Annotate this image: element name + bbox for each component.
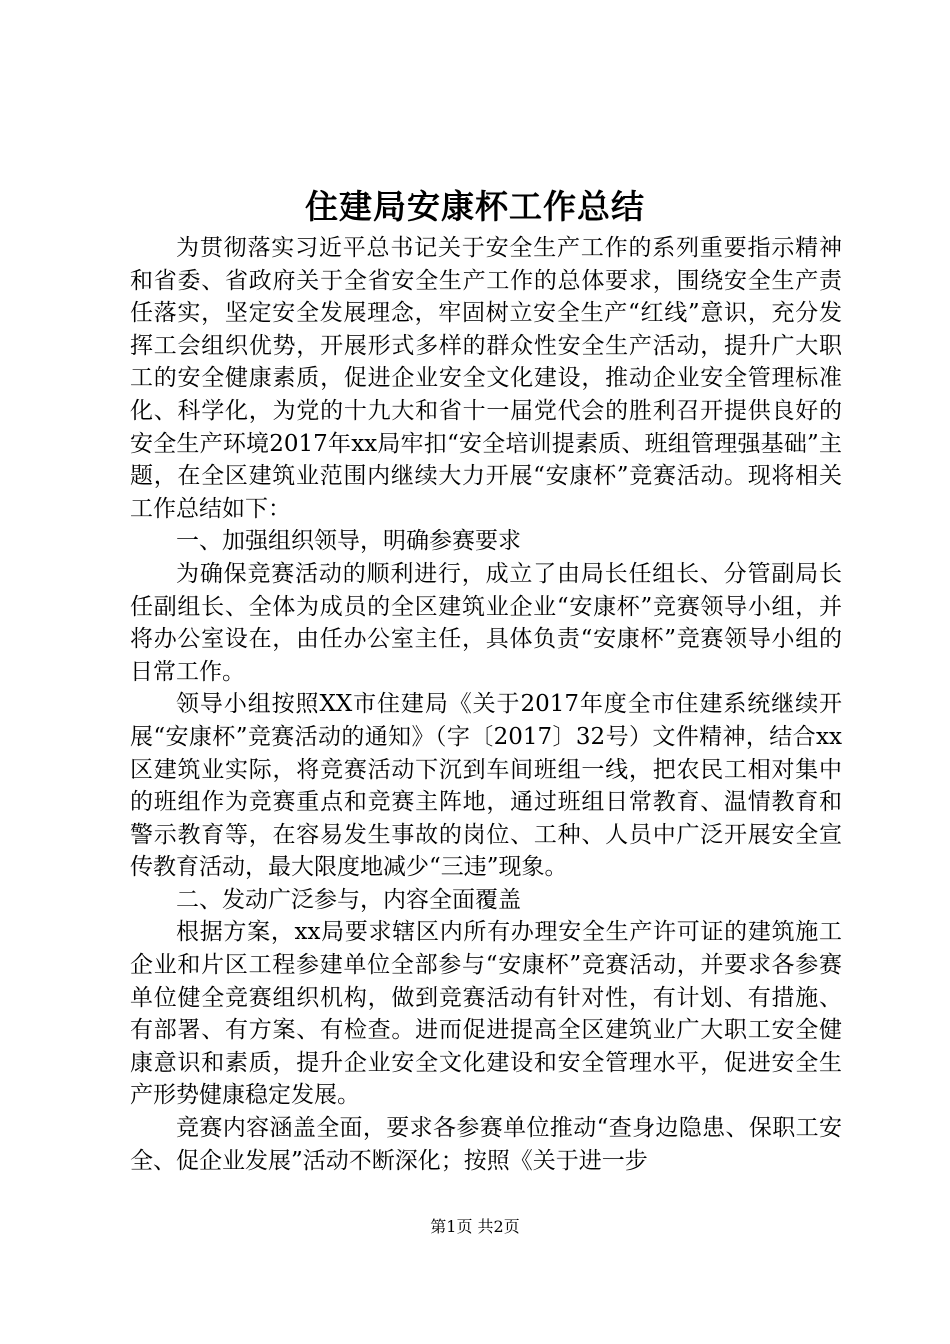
body-paragraph: 竞赛内容涵盖全面，要求各参赛单位推动“查身边隐患、保职工安全、促企业发展”活动不断深化；按照《关于进一步 (130, 1115, 842, 1174)
body-paragraph: 根据方案，xx局要求辖区内所有办理安全生产许可证的建筑施工企业和片区工程参建单位全部参与“安康杯”竞赛活动，并要求各参赛单位健全竞赛组织机构，做到竞赛活动有针对性，有计划、有措施、有部署、有方案、有检查。进而促进提高全区建筑业广大职工安全健康意识和素质，提升企业安全文化建设和安全管理水平，促进安全生产形势健康稳定发展。 (130, 919, 842, 1109)
document-title: 住建局安康杯工作总结 (305, 187, 645, 226)
body-paragraph: 为确保竞赛活动的顺利进行，成立了由局长任组长、分管副局长任副组长、全体为成员的全区建筑业企业“安康杯”竞赛领导小组，并将办公室设在，由任办公室主任，具体负责“安康杯”竞赛领导小组的日常工作。 (130, 560, 842, 685)
section-heading-1: 一、加强组织领导，明确参赛要求 (176, 528, 521, 555)
body-paragraph: 领导小组按照XX市住建局《关于2017年度全市住建系统继续开展“安康杯”竞赛活动的通知》（字〔2017〕32号）文件精神，结合xx区建筑业实际，将竞赛活动下沉到车间班组一线，把农民工相对集中的班组作为竞赛重点和竞赛主阵地，通过班组日常教育、温情教育和警示教育等，在容易发生事故的岗位、工种、人员中广泛开展安全宣传教育活动，最大限度地减少“三违”现象。 (130, 691, 842, 881)
intro-paragraph: 为贯彻落实习近平总书记关于安全生产工作的系列重要指示精神和省委、省政府关于全省安全生产工作的总体要求，围绕安全生产责任落实，坚定安全发展理念，牢固树立安全生产“红线”意识，充分发挥工会组织优势，开展形式多样的群众性安全生产活动，提升广大职工的安全健康素质，促进企业安全文化建设，推动企业安全管理标准化、科学化，为党的十九大和省十一届党代会的胜利召开提供良好的安全生产环境2017年xx局牢扣“安全培训提素质、班组管理强基础”主题，在全区建筑业范围内继续大力开展“安康杯”竞赛活动。现将相关工作总结如下： (130, 235, 842, 522)
section-heading-2: 二、发动广泛参与，内容全面覆盖 (176, 886, 521, 913)
page-number-footer: 第1页 共2页 (430, 1217, 520, 1236)
document-body (130, 232, 842, 1177)
